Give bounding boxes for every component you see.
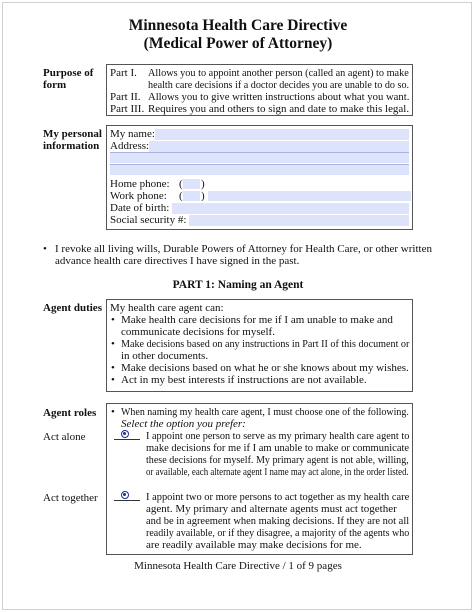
duty-bullet-3: • [111, 362, 115, 374]
purpose-box [106, 64, 413, 116]
act-together-text-1: I appoint two or more persons to act together as my health care [146, 491, 410, 503]
purpose-part2: Part II. [110, 91, 141, 103]
personal-label-line2: information [43, 140, 100, 152]
duty-bullet-2: • [111, 338, 115, 350]
act-together-text-2: agent. My primary and alternate agents must act together [146, 503, 397, 515]
act-together-text-4: readily available, or if they disagree, a majority of the agents who [146, 527, 410, 539]
act-alone-label: Act alone [43, 431, 86, 443]
purpose-part1-text-2: health care decisions if a doctor decides you are unable to do so. [148, 79, 410, 91]
ssn-label: Social security #: [110, 214, 187, 226]
ssn-field-row [110, 214, 409, 226]
home-phone-area-input[interactable] [183, 179, 200, 189]
act-alone-text-1: I appoint one person to serve as my primary health care agent to [146, 430, 410, 442]
name-field-row [110, 128, 409, 140]
home-phone-label: Home phone: [110, 178, 170, 190]
act-together-text-5: are readily available may make decisions for me. [146, 539, 362, 551]
work-phone-paren-close: ) [201, 190, 205, 202]
roles-intro: When naming my health care agent, I must choose one of the following. [121, 406, 409, 418]
act-alone-text-3: these decisions for myself. My primary agent is not able, willing, [146, 454, 409, 466]
document-page [2, 2, 472, 610]
purpose-part1: Part I. [110, 67, 137, 79]
purpose-label-line1: Purpose of [43, 67, 94, 79]
agent-duties-label: Agent duties [43, 302, 102, 314]
address-label: Address: [110, 140, 150, 152]
agent-duties-box [106, 299, 413, 392]
home-phone-paren-open: ( [179, 178, 183, 190]
agent-roles-box [106, 403, 413, 555]
act-alone-text-4: or available, each alternate agent I name may act alone, in the order listed. [146, 466, 409, 478]
act-alone-choice-line [114, 439, 140, 440]
dob-field-row [110, 202, 409, 214]
address-input-3[interactable] [110, 164, 409, 175]
duty-4-line-1: Act in my best interests if instructions are not available. [121, 374, 367, 386]
purpose-part1-text-1: Allows you to appoint another person (called an agent) to make [148, 67, 409, 79]
agent-duties-intro: My health care agent can: [110, 302, 224, 314]
act-together-radio[interactable] [121, 491, 129, 499]
duty-2-line-2: in other documents. [121, 350, 209, 362]
duty-3-line-1: Make decisions based on what he or she knows about my wishes. [121, 362, 409, 374]
dob-label: Date of birth: [110, 202, 170, 214]
document-title: Minnesota Health Care Directive [128, 17, 348, 34]
purpose-label-line2: form [43, 79, 67, 91]
address-input-1[interactable] [149, 141, 409, 152]
revoke-text-2: advance health care directives I have signed in the past. [55, 255, 300, 267]
document-subtitle: (Medical Power of Attorney) [143, 35, 333, 52]
purpose-part2-text: Allows you to give written instructions about what you want. [148, 91, 410, 103]
duty-1-line-1: Make health care decisions for me if I am unable to make and [121, 314, 393, 326]
revoke-text-1: I revoke all living wills, Durable Powers of Attorney for Health Care, or other written [55, 243, 432, 255]
act-alone-radio[interactable] [121, 430, 129, 438]
part1-heading: PART 1: Naming an Agent [172, 279, 304, 291]
duty-bullet-4: • [111, 374, 115, 386]
roles-bullet: • [111, 406, 115, 418]
personal-label-line1: My personal [43, 128, 102, 140]
home-phone-paren-close: ) [201, 178, 205, 190]
work-phone-paren-open: ( [179, 190, 183, 202]
purpose-part3-text: Requires you and others to sign and date to make this legal. [148, 103, 410, 115]
act-together-text-3: and be in agreement when making decisions. If they are not all [146, 515, 410, 527]
page-footer: Minnesota Health Care Directive / 1 of 9 pages [134, 560, 342, 572]
act-together-label: Act together [43, 492, 98, 504]
dob-input[interactable] [172, 203, 409, 214]
work-phone-label: Work phone: [110, 190, 167, 202]
act-alone-text-2: make decisions for me if I am unable to make or communicate [146, 442, 410, 454]
address-field-row [110, 140, 409, 152]
ssn-input[interactable] [189, 215, 409, 226]
duty-2-line-1: Make decisions based on any instructions in Part II of this document or [121, 338, 410, 350]
purpose-part3: Part III. [110, 103, 145, 115]
work-phone-area-input[interactable] [183, 191, 200, 201]
roles-select-prompt: Select the option you prefer: [121, 418, 246, 430]
name-input[interactable] [155, 129, 409, 140]
work-phone-number-input[interactable] [208, 191, 411, 201]
revoke-bullet: • [43, 243, 47, 255]
act-together-choice-line [114, 500, 140, 501]
duty-bullet-1: • [111, 314, 115, 326]
agent-roles-label: Agent roles [43, 407, 97, 419]
name-label: My name: [110, 128, 155, 140]
duty-1-line-2: communicate decisions for myself. [121, 326, 275, 338]
address-input-2[interactable] [110, 152, 409, 163]
personal-info-box [106, 125, 413, 230]
